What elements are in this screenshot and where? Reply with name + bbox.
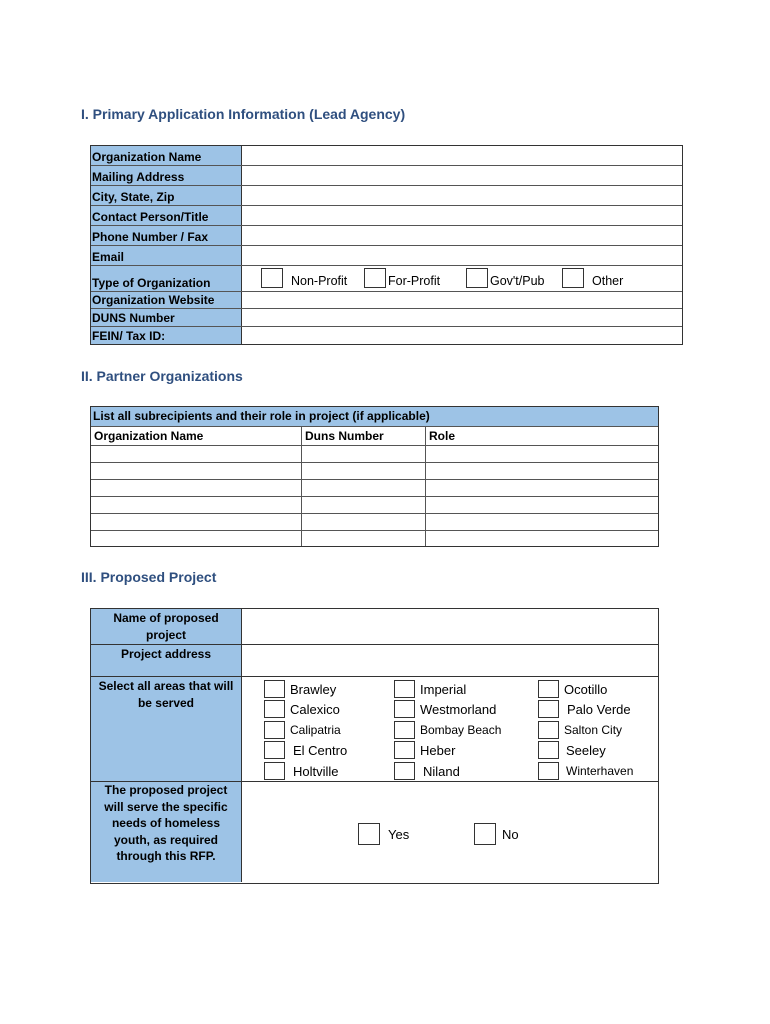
area-option[interactable] bbox=[394, 721, 501, 739]
field-label: Contact Person/Title bbox=[91, 206, 242, 225]
checkbox[interactable] bbox=[394, 721, 415, 739]
field-label: Mailing Address bbox=[91, 166, 242, 185]
checkbox[interactable] bbox=[264, 680, 285, 698]
row-phone-fax bbox=[91, 226, 682, 246]
mailing-address-input[interactable] bbox=[242, 166, 682, 185]
email-input[interactable] bbox=[242, 246, 682, 265]
checkbox[interactable] bbox=[264, 762, 285, 780]
partner-duns-cell[interactable] bbox=[302, 531, 426, 546]
yes-label: Yes bbox=[388, 826, 410, 842]
row-type-of-organization bbox=[91, 266, 682, 292]
area-label: Niland bbox=[423, 763, 460, 779]
partner-org-cell[interactable] bbox=[91, 480, 302, 497]
col-duns-number: Duns Number bbox=[302, 427, 426, 446]
project-name-input[interactable] bbox=[242, 609, 658, 645]
area-label: Salton City bbox=[564, 723, 623, 737]
area-option[interactable] bbox=[264, 700, 340, 718]
option-label: For-Profit bbox=[388, 273, 441, 288]
area-option[interactable] bbox=[394, 700, 496, 718]
areas-options bbox=[242, 677, 658, 782]
area-label: Palo Verde bbox=[567, 701, 631, 717]
org-type-govt[interactable] bbox=[466, 268, 545, 288]
checkbox[interactable] bbox=[474, 823, 496, 845]
field-label: Type of Organization bbox=[91, 266, 242, 291]
checkbox[interactable] bbox=[538, 700, 559, 718]
website-input[interactable] bbox=[242, 292, 682, 308]
section-2-title: II. Partner Organizations bbox=[81, 368, 243, 384]
area-option[interactable] bbox=[394, 741, 455, 759]
partner-role-cell[interactable] bbox=[426, 497, 658, 514]
checkbox[interactable] bbox=[261, 268, 283, 288]
organization-name-input[interactable] bbox=[242, 146, 682, 165]
city-state-zip-input[interactable] bbox=[242, 186, 682, 205]
fein-input[interactable] bbox=[242, 327, 682, 344]
area-label: Brawley bbox=[290, 681, 337, 697]
org-type-other[interactable] bbox=[562, 268, 623, 288]
area-label: Ocotillo bbox=[564, 681, 608, 697]
partner-role-cell[interactable] bbox=[426, 446, 658, 463]
section-3-title: III. Proposed Project bbox=[81, 569, 217, 585]
col-organization-name: Organization Name bbox=[91, 427, 302, 446]
area-label: Calexico bbox=[290, 701, 340, 717]
area-label: Bombay Beach bbox=[420, 723, 502, 737]
partner-org-cell[interactable] bbox=[91, 514, 302, 531]
checkbox[interactable] bbox=[264, 741, 285, 759]
partner-duns-cell[interactable] bbox=[302, 463, 426, 480]
checkbox[interactable] bbox=[538, 721, 559, 739]
duns-input[interactable] bbox=[242, 309, 682, 326]
org-type-options bbox=[242, 266, 682, 291]
field-label: City, State, Zip bbox=[91, 186, 242, 205]
org-type-forprofit[interactable] bbox=[364, 268, 440, 288]
field-label: DUNS Number bbox=[91, 309, 242, 326]
area-option[interactable] bbox=[264, 680, 336, 698]
partner-org-cell[interactable] bbox=[91, 497, 302, 514]
checkbox[interactable] bbox=[394, 700, 415, 718]
row-mailing-address bbox=[91, 166, 682, 186]
checkbox[interactable] bbox=[538, 741, 559, 759]
area-option[interactable] bbox=[538, 741, 606, 759]
partner-duns-cell[interactable] bbox=[302, 497, 426, 514]
yes-option[interactable] bbox=[358, 823, 409, 845]
area-label: Heber bbox=[420, 742, 456, 758]
area-option[interactable] bbox=[264, 721, 341, 739]
checkbox[interactable] bbox=[364, 268, 386, 288]
section-1-title: I. Primary Application Information (Lead Agency) bbox=[81, 106, 406, 122]
row-fein-tax-id bbox=[91, 327, 682, 344]
row-organization-name bbox=[91, 146, 682, 166]
area-label: Holtville bbox=[293, 763, 339, 779]
row-city-state-zip bbox=[91, 186, 682, 206]
field-label: Organization Website bbox=[91, 292, 242, 308]
checkbox[interactable] bbox=[466, 268, 488, 288]
project-address-input[interactable] bbox=[242, 645, 658, 677]
partner-org-cell[interactable] bbox=[91, 446, 302, 463]
no-option[interactable] bbox=[474, 823, 519, 845]
partner-duns-cell[interactable] bbox=[302, 446, 426, 463]
contact-person-input[interactable] bbox=[242, 206, 682, 225]
phone-fax-input[interactable] bbox=[242, 226, 682, 245]
partner-role-cell[interactable] bbox=[426, 531, 658, 546]
area-option[interactable] bbox=[394, 762, 460, 780]
checkbox[interactable] bbox=[394, 741, 415, 759]
partner-organizations-table bbox=[90, 406, 659, 547]
checkbox[interactable] bbox=[264, 721, 285, 739]
partner-table-header: List all subrecipients and their role in project (if applicable) bbox=[91, 407, 658, 427]
primary-application-table bbox=[90, 145, 683, 345]
areas-label: Select all areas that will be served bbox=[91, 677, 242, 782]
area-label: Imperial bbox=[420, 681, 467, 697]
checkbox[interactable] bbox=[264, 700, 285, 718]
option-label: Gov't/Pub bbox=[490, 273, 545, 288]
area-option[interactable] bbox=[264, 741, 347, 759]
area-label: El Centro bbox=[293, 742, 348, 758]
row-contact-person bbox=[91, 206, 682, 226]
org-type-nonprofit[interactable] bbox=[261, 268, 347, 288]
area-option[interactable] bbox=[538, 762, 633, 780]
row-duns-number bbox=[91, 309, 682, 327]
proposed-project-table bbox=[90, 608, 659, 884]
area-label: Winterhaven bbox=[566, 764, 634, 778]
checkbox[interactable] bbox=[562, 268, 584, 288]
area-label: Westmorland bbox=[420, 701, 497, 717]
no-label: No bbox=[502, 826, 519, 842]
partner-org-cell[interactable] bbox=[91, 531, 302, 546]
field-label: Email bbox=[91, 246, 242, 265]
checkbox[interactable] bbox=[538, 762, 559, 780]
partner-role-cell[interactable] bbox=[426, 480, 658, 497]
area-option[interactable] bbox=[264, 762, 339, 780]
area-option[interactable] bbox=[394, 680, 466, 698]
area-label: Seeley bbox=[566, 742, 606, 758]
option-label: Other bbox=[592, 273, 624, 288]
field-label: Organization Name bbox=[91, 146, 242, 165]
homeless-youth-label: The proposed project will serve the specific needs of homeless youth, as required through this RFP. bbox=[91, 782, 242, 882]
option-label: Non-Profit bbox=[291, 273, 348, 288]
checkbox[interactable] bbox=[358, 823, 380, 845]
project-name-label: Name of proposed project bbox=[91, 609, 242, 645]
partner-role-cell[interactable] bbox=[426, 463, 658, 480]
checkbox[interactable] bbox=[394, 680, 415, 698]
row-organization-website bbox=[91, 292, 682, 309]
checkbox[interactable] bbox=[538, 680, 559, 698]
partner-org-cell[interactable] bbox=[91, 463, 302, 480]
row-email bbox=[91, 246, 682, 266]
area-label: Calipatria bbox=[290, 723, 341, 737]
partner-duns-cell[interactable] bbox=[302, 514, 426, 531]
field-label: FEIN/ Tax ID: bbox=[91, 327, 242, 344]
homeless-youth-options bbox=[242, 782, 658, 882]
partner-role-cell[interactable] bbox=[426, 514, 658, 531]
project-address-label: Project address bbox=[91, 645, 242, 677]
partner-duns-cell[interactable] bbox=[302, 480, 426, 497]
field-label: Phone Number / Fax bbox=[91, 226, 242, 245]
area-option[interactable] bbox=[538, 700, 631, 718]
area-option[interactable] bbox=[538, 680, 607, 698]
checkbox[interactable] bbox=[394, 762, 415, 780]
col-role: Role bbox=[426, 427, 658, 446]
area-option[interactable] bbox=[538, 721, 622, 739]
